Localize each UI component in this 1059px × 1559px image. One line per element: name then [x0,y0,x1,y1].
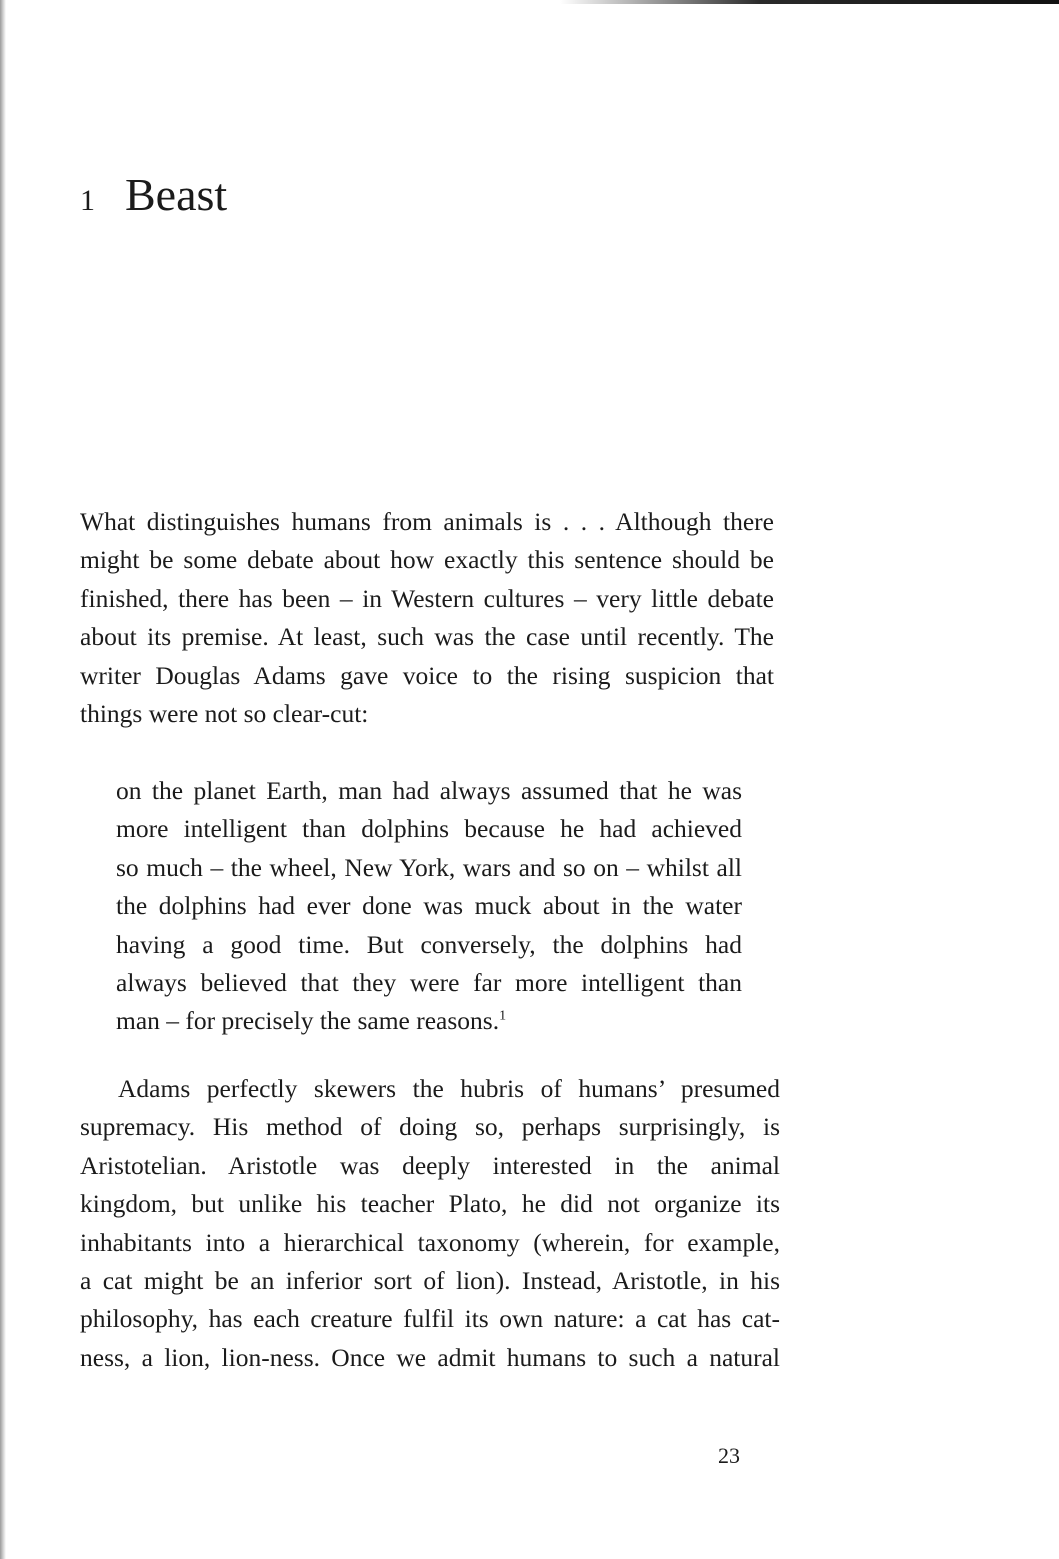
paragraph-line: kingdom, but unlike his teacher Plato, he did not organize its [80,1189,780,1219]
quote-line: the dolphins had ever done was muck about in the water [116,891,742,921]
paragraph-line: Adams perfectly skewers the hubris of humans’ presumed [118,1074,780,1103]
chapter-title: Beast [125,169,228,220]
paragraph-line: ness, a lion, lion-ness. Once we admit humans to such a natural [80,1342,780,1372]
paragraph-line: a cat might be an inferior sort of lion). Instead, Aristotle, in his [80,1266,780,1296]
quote-line: always believed that they were far more intelligent than [116,968,742,998]
quote-last-line [116,1002,742,1040]
quote-line: so much – the wheel, New York, wars and so on – whilst all [116,852,742,882]
paragraph-2 [80,1070,780,1377]
quote-line: man – for precisely the same reasons. [116,1006,500,1036]
paragraph-line: inhabitants into a hierarchical taxonomy (wherein, for example, [80,1227,780,1257]
paragraph-line: philosophy, has each creature fulfil its own nature: a cat has cat- [80,1304,780,1334]
paragraph-line: finished, there has been – in Western cultures – very little debate [80,583,774,613]
paragraph-line: Aristotelian. Aristotle was deeply interested in the animal [80,1150,780,1180]
quote-line: having a good time. But conversely, the dolphins had [116,929,742,959]
paragraph-line: things were not so clear-cut: [80,699,369,729]
page-number: 23 [718,1443,740,1468]
block-quote [116,772,742,1041]
paragraph-line: might be some debate about how exactly this sentence should be [80,545,774,575]
quote-line: more intelligent than dolphins because he had achieved [116,814,742,844]
scan-top-edge [560,0,1059,4]
quote-line: on the planet Earth, man had always assumed that he was [116,776,742,805]
paragraph-line: about its premise. At least, such was the case until recently. The [80,622,774,652]
chapter-heading [80,168,227,228]
paragraph-line: writer Douglas Adams gave voice to the rising suspicion that [80,660,774,690]
paragraph-line: supremacy. His method of doing so, perhaps surprisingly, is [80,1112,780,1142]
footnote-marker[interactable]: 1 [499,1008,507,1024]
scan-left-edge [0,0,6,1559]
paragraph-line: What distinguishes humans from animals is . . . Although there [80,507,774,536]
paragraph-1 [80,503,774,733]
chapter-number: 1 [80,184,95,217]
